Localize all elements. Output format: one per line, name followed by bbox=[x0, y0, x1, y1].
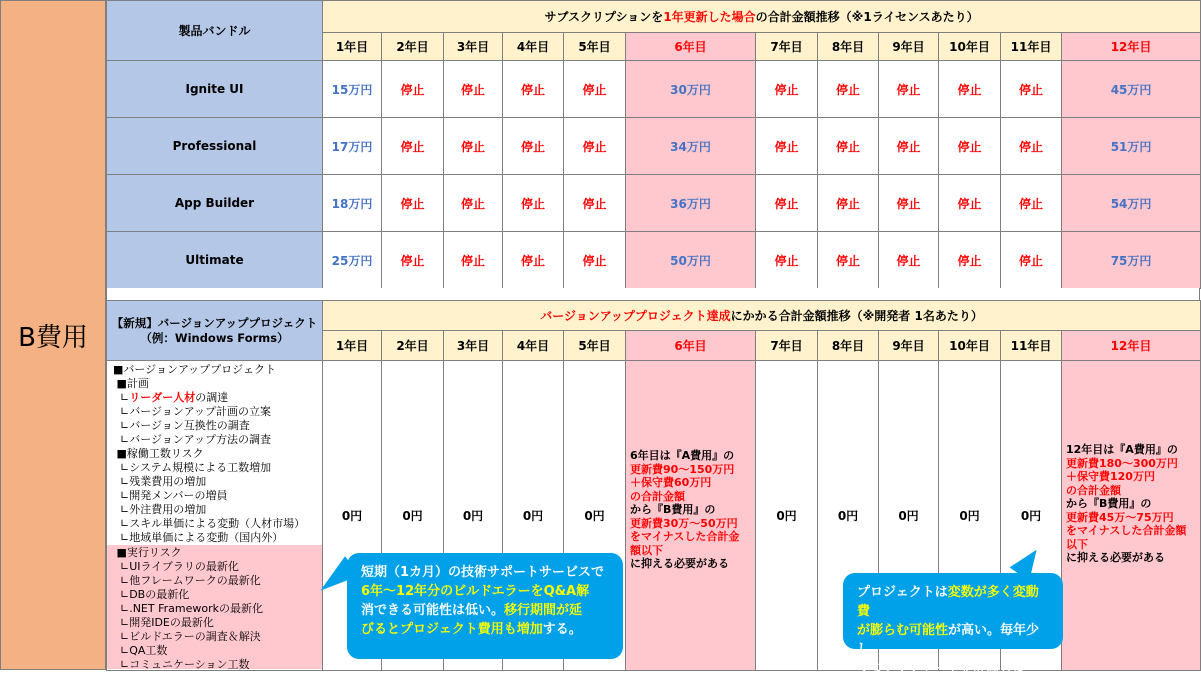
stop-cell: 停止 bbox=[939, 232, 1001, 289]
stop-cell: 停止 bbox=[503, 118, 564, 175]
callout-support-note: 短期（1カ月）の技術サポートサービスで 6年～12年分のビルドエラーをQ&A解 消できる可能性は低い。移行期間が延 びるとプロジェクト費用も増加する。 bbox=[347, 553, 623, 659]
project-item: ∟残業費用の増加 bbox=[113, 475, 207, 488]
year6-note: 6年目は『A費用』の 更新費90～150万円 ＋保守費60万円 の合計金額 から『B費用』の 更新費30万～50万円 をマイナスした合計金 額以下 に抑える必要がある bbox=[626, 361, 756, 671]
stop-cell: 停止 bbox=[503, 61, 564, 118]
item-text: の調達 bbox=[195, 391, 229, 404]
year-header: 1年目 bbox=[323, 331, 382, 361]
stop-cell: 停止 bbox=[382, 232, 444, 289]
project-item: ∟開発IDEの最新化 bbox=[113, 616, 214, 629]
stop-cell: 停止 bbox=[564, 175, 626, 232]
stop-cell: 停止 bbox=[756, 118, 818, 175]
stop-cell: 停止 bbox=[564, 232, 626, 289]
item-prefix: ∟ bbox=[113, 391, 130, 404]
project-item: ∟コミュニケーション工数 bbox=[113, 658, 250, 671]
stop-cell: 停止 bbox=[564, 61, 626, 118]
project-item: ∟スキル単価による変動（人材市場） bbox=[113, 517, 306, 530]
callout-project-note: プロジェクトは変数が多く変動費 が膨らむ可能性が高い。毎年少し ずつアップデートを計画しよう。 bbox=[843, 573, 1063, 649]
project-item: ∟DBの最新化 bbox=[113, 588, 190, 601]
project-title: バージョンアッププロジェクト達成にかかる合計金額推移（※開発者 1名あたり） bbox=[323, 301, 1201, 331]
project-item: ∟他フレームワークの最新化 bbox=[113, 574, 261, 587]
stop-cell: 停止 bbox=[444, 61, 503, 118]
stop-cell: 停止 bbox=[879, 61, 939, 118]
stop-cell: 停止 bbox=[818, 232, 879, 289]
year-header: 8年目 bbox=[818, 33, 879, 61]
stop-cell: 停止 bbox=[756, 61, 818, 118]
price-cell: 34万円 bbox=[626, 118, 756, 175]
year-header: 9年目 bbox=[879, 33, 939, 61]
price-cell: 36万円 bbox=[626, 175, 756, 232]
stop-cell: 停止 bbox=[818, 61, 879, 118]
zero-cell: 0円 bbox=[756, 361, 818, 671]
stop-cell: 停止 bbox=[1001, 61, 1062, 118]
stop-cell: 停止 bbox=[382, 61, 444, 118]
project-item: ∟UIライブラリの最新化 bbox=[113, 560, 239, 573]
bundle-corner-header: 製品バンドル bbox=[107, 1, 323, 61]
stop-cell: 停止 bbox=[879, 232, 939, 289]
project-item: ■稼働工数リスク bbox=[113, 447, 204, 460]
stop-cell: 停止 bbox=[1001, 118, 1062, 175]
project-item bbox=[113, 391, 318, 405]
product-name: Ignite UI bbox=[107, 61, 323, 118]
category-text: B費用 bbox=[18, 322, 88, 353]
stop-cell: 停止 bbox=[1001, 232, 1062, 289]
subscription-title: サブスクリプションを1年更新した場合の合計金額推移（※1ライセンスあたり） bbox=[323, 1, 1201, 33]
stop-cell: 停止 bbox=[444, 118, 503, 175]
item-highlight: リーダー人材 bbox=[129, 391, 196, 404]
year-header: 6年目 bbox=[626, 331, 756, 361]
year-header: 5年目 bbox=[564, 331, 626, 361]
zero-cell: 0円 bbox=[939, 361, 1001, 671]
zero-cell: 0円 bbox=[818, 361, 879, 671]
year-header: 8年目 bbox=[818, 331, 879, 361]
zero-cell: 0円 bbox=[879, 361, 939, 671]
stop-cell: 停止 bbox=[503, 175, 564, 232]
stop-cell: 停止 bbox=[444, 175, 503, 232]
year-header: 7年目 bbox=[756, 331, 818, 361]
year-header: 10年目 bbox=[939, 33, 1001, 61]
project-item: ■計画 bbox=[113, 377, 149, 390]
year-header: 2年目 bbox=[382, 33, 444, 61]
project-item: ∟外注費用の増加 bbox=[113, 503, 207, 516]
project-items-cell bbox=[107, 361, 323, 671]
zero-cell: 0円 bbox=[444, 361, 503, 671]
year-header: 7年目 bbox=[756, 33, 818, 61]
subscription-table bbox=[106, 0, 1201, 289]
price-cell: 50万円 bbox=[626, 232, 756, 289]
product-name: App Builder bbox=[107, 175, 323, 232]
product-name: Professional bbox=[107, 118, 323, 175]
year-header: 9年目 bbox=[879, 331, 939, 361]
zero-cell: 0円 bbox=[503, 361, 564, 671]
year-header: 2年目 bbox=[382, 331, 444, 361]
stop-cell: 停止 bbox=[756, 232, 818, 289]
year-header: 4年目 bbox=[503, 331, 564, 361]
project-item: ∟ビルドエラーの調査＆解決 bbox=[113, 630, 261, 643]
zero-cell: 0円 bbox=[1001, 361, 1062, 671]
price-cell: 30万円 bbox=[626, 61, 756, 118]
price-cell: 75万円 bbox=[1062, 232, 1201, 289]
stop-cell: 停止 bbox=[818, 175, 879, 232]
zero-cell: 0円 bbox=[382, 361, 444, 671]
stop-cell: 停止 bbox=[503, 232, 564, 289]
zero-cell: 0円 bbox=[323, 361, 382, 671]
year-header: 12年目 bbox=[1062, 33, 1201, 61]
stop-cell: 停止 bbox=[879, 118, 939, 175]
year-header: 6年目 bbox=[626, 33, 756, 61]
project-item: ∟開発メンバーの増員 bbox=[113, 489, 228, 502]
year-header: 4年目 bbox=[503, 33, 564, 61]
stop-cell: 停止 bbox=[564, 118, 626, 175]
stop-cell: 停止 bbox=[939, 175, 1001, 232]
project-item: ∟システム規模による工数増加 bbox=[113, 461, 272, 474]
year-header: 3年目 bbox=[444, 331, 503, 361]
year-header: 11年目 bbox=[1001, 33, 1062, 61]
year12-note: 12年目は『A費用』の 更新費180～300万円 ＋保守費120万円 の合計金額 から『B費用』の 更新費45万～75万円 をマイナスした合計金額 以下 に抑える必要がある bbox=[1062, 361, 1201, 671]
project-item: ∟バージョンアップ方法の調査 bbox=[113, 433, 271, 446]
year-header: 1年目 bbox=[323, 33, 382, 61]
product-name: Ultimate bbox=[107, 232, 323, 289]
stop-cell: 停止 bbox=[879, 175, 939, 232]
price-cell: 15万円 bbox=[323, 61, 382, 118]
project-item: ■実行リスク bbox=[113, 546, 182, 559]
project-item: ∟QA工数 bbox=[113, 644, 168, 657]
price-cell: 18万円 bbox=[323, 175, 382, 232]
category-label bbox=[0, 0, 106, 670]
project-item: ■バージョンアッププロジェクト bbox=[113, 363, 276, 376]
price-cell: 45万円 bbox=[1062, 61, 1201, 118]
table-separator bbox=[106, 288, 1200, 300]
project-item: ∟バージョン互換性の調査 bbox=[113, 419, 250, 432]
price-cell: 51万円 bbox=[1062, 118, 1201, 175]
year-header: 3年目 bbox=[444, 33, 503, 61]
year-header: 11年目 bbox=[1001, 331, 1062, 361]
stop-cell: 停止 bbox=[818, 118, 879, 175]
stop-cell: 停止 bbox=[1001, 175, 1062, 232]
project-item: ∟バージョンアップ計画の立案 bbox=[113, 405, 271, 418]
stop-cell: 停止 bbox=[382, 118, 444, 175]
project-item: ∟地域単価による変動（国内外） bbox=[113, 531, 284, 544]
stop-cell: 停止 bbox=[756, 175, 818, 232]
stop-cell: 停止 bbox=[939, 61, 1001, 118]
year-header: 12年目 bbox=[1062, 331, 1201, 361]
price-cell: 17万円 bbox=[323, 118, 382, 175]
stop-cell: 停止 bbox=[444, 232, 503, 289]
project-item: ∟.NET Frameworkの最新化 bbox=[113, 602, 263, 615]
year-header: 5年目 bbox=[564, 33, 626, 61]
price-cell: 54万円 bbox=[1062, 175, 1201, 232]
stop-cell: 停止 bbox=[939, 118, 1001, 175]
price-cell: 25万円 bbox=[323, 232, 382, 289]
zero-cell: 0円 bbox=[564, 361, 626, 671]
stop-cell: 停止 bbox=[382, 175, 444, 232]
year-header: 10年目 bbox=[939, 331, 1001, 361]
project-corner-header: 【新規】バージョンアッププロジェクト （例：Windows Forms） bbox=[107, 301, 323, 361]
